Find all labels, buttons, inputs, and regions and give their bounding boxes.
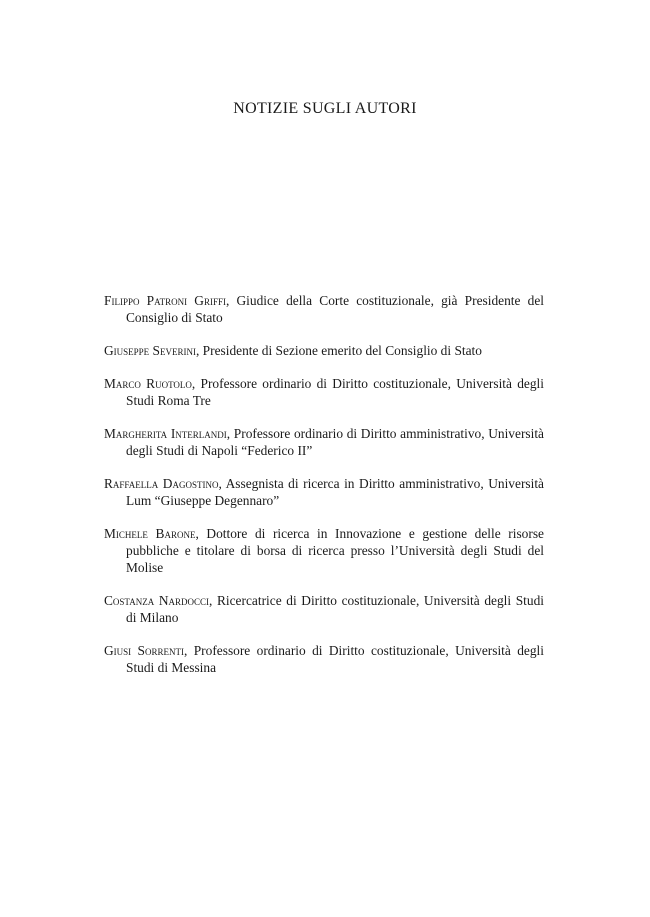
author-description: , Dottore di ricerca in Innovazione e gestione delle risorse pubbliche e titolare di borsa di ricerca presso l’Università degli Studi del Molise xyxy=(126,526,544,575)
author-name: Costanza Nardocci xyxy=(104,593,209,608)
author-entry xyxy=(104,642,544,676)
author-entry xyxy=(104,425,544,459)
author-description: , Presidente di Sezione emerito del Consiglio di Stato xyxy=(195,343,482,358)
author-name: Raffaella Dagostino xyxy=(104,476,219,491)
author-entry xyxy=(104,375,544,409)
author-entry xyxy=(104,342,544,359)
author-description: , Giudice della Corte costituzionale, già Presidente del Consiglio di Stato xyxy=(126,293,544,325)
author-name: Michele Barone xyxy=(104,526,196,541)
page-title: NOTIZIE SUGLI AUTORI xyxy=(233,100,417,117)
author-name: Margherita Interlandi xyxy=(104,426,227,441)
author-name: Marco Ruotolo xyxy=(104,376,192,391)
author-name: Giuseppe Severini xyxy=(104,343,196,358)
author-entry xyxy=(104,292,544,326)
author-name: Filippo Patroni Griffi xyxy=(104,293,226,308)
author-list xyxy=(104,292,544,692)
author-name: Giusi Sorrenti xyxy=(104,643,184,658)
author-description: , Assegnista di ricerca in Diritto amministrativo, Università Lum “Giuseppe Degennaro” xyxy=(126,476,544,508)
author-description: , Professore ordinario di Diritto costituzionale, Università degli Studi di Messina xyxy=(126,643,544,675)
author-entry xyxy=(104,592,544,626)
author-description: , Ricercatrice di Diritto costituzionale, Università degli Studi di Milano xyxy=(126,593,544,625)
author-description: , Professore ordinario di Diritto amministrativo, Università degli Studi di Napoli “Federico II” xyxy=(126,426,544,458)
author-entry xyxy=(104,525,544,576)
author-description: , Professore ordinario di Diritto costituzionale, Università degli Studi Roma Tre xyxy=(126,376,544,408)
author-entry xyxy=(104,475,544,509)
